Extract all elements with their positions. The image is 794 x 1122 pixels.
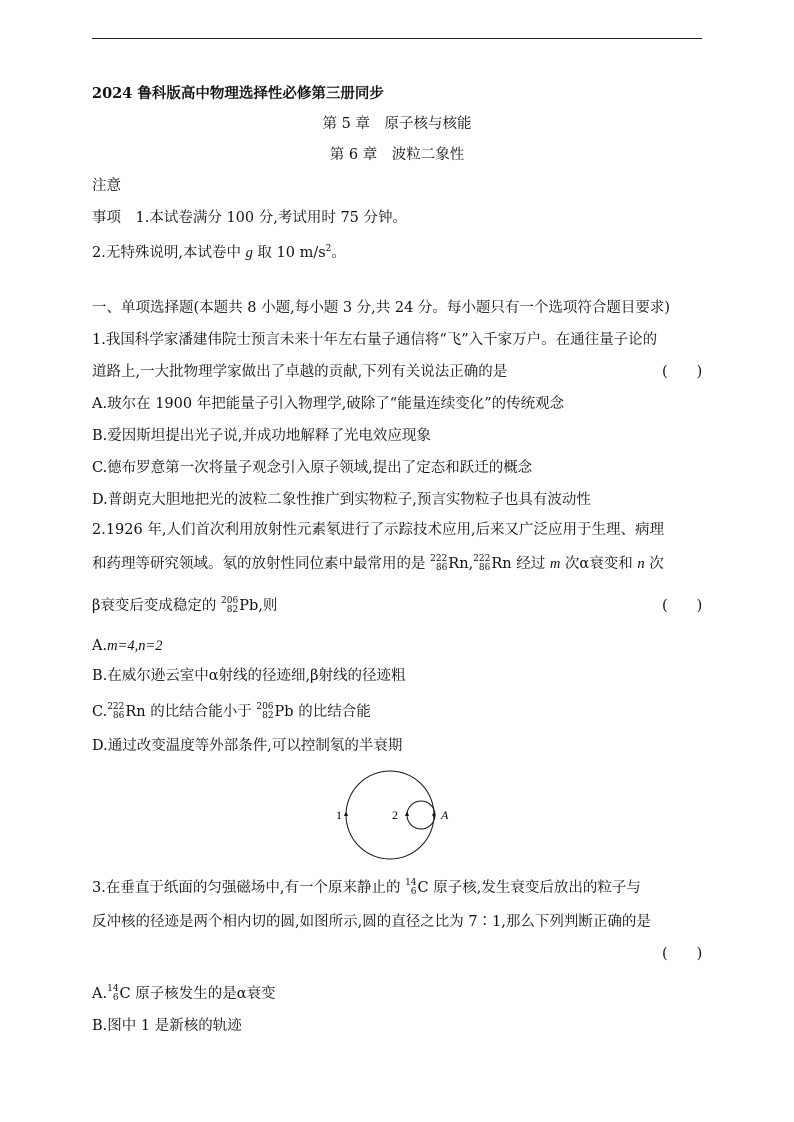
notes-label-1: 注意 <box>92 178 121 194</box>
figure-label-2: 2 <box>392 808 398 822</box>
top-rule <box>92 38 702 39</box>
chapter-5-heading: 第 5 章 原子核与核能 <box>322 116 472 132</box>
q2-option-d: D.通过改变温度等外部条件,可以控制氡的半衰期 <box>92 738 403 754</box>
q2-stem-line-1: 2.1926 年,人们首次利用放射性元素氡进行了示踪技术应用,后来又广泛应用于生理、病理 <box>92 522 665 538</box>
note-2: 2.无特殊说明,本试卷中 g 取 10 $m/s^2$。 <box>92 244 346 261</box>
c-isotope-numbers: 14 6 <box>405 878 417 897</box>
figure-label-1: 1 <box>336 808 342 822</box>
inner-circle-track-2 <box>407 801 435 829</box>
pb-isotope-numbers: 206 82 <box>221 596 239 615</box>
q1-stem-line-1: 1.我国科学家潘建伟院士预言未来十年左右量子通信将“飞”入千家万户。在通往量子论的 <box>92 332 658 348</box>
document-title: 2024 鲁科版高中物理选择性必修第三册同步 <box>92 85 384 102</box>
q3-stem-line-1: 3.在垂直于纸面的匀强磁场中,有一个原来静止的 14 6 C 原子核,发生衰变后放出的粒子与 <box>92 878 641 897</box>
notes-label-2: 事项 <box>92 210 121 226</box>
q1-answer-paren: ( ) <box>662 364 703 380</box>
tangent-circles-figure <box>330 770 470 862</box>
outer-circle-track-1 <box>346 771 434 859</box>
q3-answer-paren: ( ) <box>662 946 703 962</box>
q2-answer-paren: ( ) <box>662 598 703 614</box>
q3-option-b: B.图中 1 是新核的轨迹 <box>92 1018 242 1034</box>
section-1-heading: 一、单项选择题(本题共 8 小题,每小题 3 分,共 24 分。每小题只有一个选项符合题目要求) <box>92 300 671 316</box>
q1-option-b: B.爱因斯坦提出光子说,并成功地解释了光电效应现象 <box>92 428 431 444</box>
chapter-6-heading: 第 6 章 波粒二象性 <box>329 147 465 163</box>
q2-option-c: C. 222 86 Rn 的比结合能小于 206 82 Pb 的比结合能 <box>92 702 371 721</box>
rn-isotope-numbers: 222 86 <box>430 554 448 573</box>
point-a-marker <box>432 813 435 816</box>
note-1-text: 1.本试卷满分 100 分,考试用时 75 分钟。 <box>135 210 408 226</box>
q3-option-a: A. 14 6 C 原子核发生的是α衰变 <box>92 984 276 1003</box>
q2-option-b: B.在威尔逊云室中α射线的径迹细,β射线的径迹粗 <box>92 668 406 684</box>
track-1-arrow-icon <box>344 811 348 816</box>
q3-stem-line-2: 反冲核的径迹是两个相内切的圆,如图所示,圆的直径之比为 7∶1,那么下列判断正确的是 <box>92 914 651 930</box>
q2-option-a: A.m=4,n=2 <box>92 638 163 654</box>
q1-option-a: A.玻尔在 1900 年把能量子引入物理学,破除了“能量连续变化”的传统观念 <box>92 396 565 412</box>
q1-option-c: C.德布罗意第一次将量子观念引入原子领域,提出了定态和跃迁的概念 <box>92 460 533 476</box>
track-2-arrow-icon <box>405 811 409 816</box>
q2-stem-line-3: β衰变后变成稳定的 206 82 Pb,则 <box>92 596 278 615</box>
q1-stem-line-2: 道路上,一大批物理学家做出了卓越的贡献,下列有关说法正确的是 <box>92 364 508 380</box>
note-1 <box>92 208 407 228</box>
q1-option-d: D.普朗克大胆地把光的波粒二象性推广到实物粒子,预言实物粒子也具有波动性 <box>92 492 591 508</box>
q2-stem-line-2: 和药理等研究领域。氡的放射性同位素中最常用的是 222 86 Rn, 222 86 Rn 经过 m 次α衰变和 n 次 <box>92 554 664 573</box>
figure-label-a: A <box>441 808 449 822</box>
